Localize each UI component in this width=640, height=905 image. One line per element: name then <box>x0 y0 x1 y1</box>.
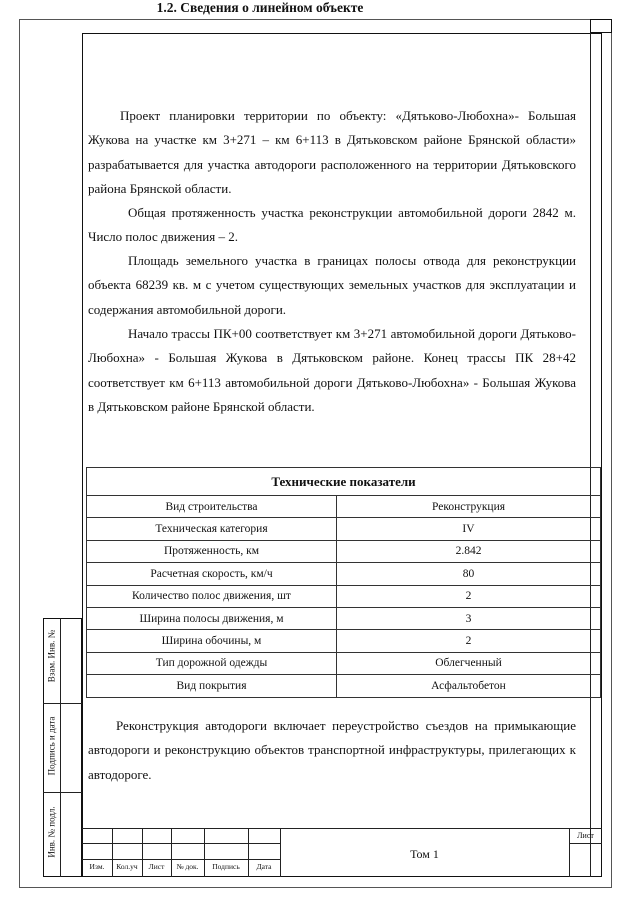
table-cell-value: 2 <box>337 630 601 652</box>
stamp-header-qty: Кол.уч <box>116 862 138 871</box>
table-cell-value: 3 <box>337 607 601 629</box>
closing-paragraph: Реконструкция автодороги включает переустройство съездов на примыкающие автодороги и реконструкцию объектов транспортной инфраструктуры, прилегающих к автодороге. <box>88 718 576 782</box>
side-strip-divider <box>60 618 61 877</box>
table-row <box>87 540 601 562</box>
table-cell-param: Протяженность, км <box>87 540 337 562</box>
stamp-top-line <box>82 828 602 829</box>
table-cell-value: Облегченный <box>337 652 601 674</box>
paragraph-3: Площадь земельного участка в границах полосы отвода для реконструкции объекта 68239 кв. м с учетом существующих земельных участков для эксплуатации и содержания автомобильной дороги. <box>88 253 576 317</box>
table-cell-value: Реконструкция <box>337 496 601 518</box>
table-row <box>87 518 601 540</box>
table-row <box>87 652 601 674</box>
table-cell-value: IV <box>337 518 601 540</box>
table-title: Технические показатели <box>87 468 601 496</box>
technical-indicators-table <box>86 467 601 698</box>
stamp-header-sheet: Лист <box>148 862 165 871</box>
table-cell-value: 2.842 <box>337 540 601 562</box>
stamp-header-doc: № док. <box>176 862 199 871</box>
table-row <box>87 607 601 629</box>
table-header-row <box>87 468 601 496</box>
table-row <box>87 585 601 607</box>
side-label-replace-inv: Взам. Инв. № <box>46 629 57 683</box>
table-cell-value: 2 <box>337 585 601 607</box>
table-row <box>87 563 601 585</box>
stamp-sheet-line <box>569 843 602 844</box>
paragraph-1: Проект планировки территории по объекту: «Дятьково-Любохна»- Большая Жукова на участке км 3+271 – км 6+113 в Дятьковском районе Брянской области» разрабатывается для участка автодороги расположенного на территории Дятьковского района Брянской области. <box>88 108 576 196</box>
volume-label: Том 1 <box>410 847 439 861</box>
stamp-header-date: Дата <box>256 862 272 871</box>
section-title: 1.2. Сведения о линейном объекте <box>156 0 364 15</box>
table-cell-param: Ширина обочины, м <box>87 630 337 652</box>
table-cell-param: Техническая категория <box>87 518 337 540</box>
table-cell-param: Тип дорожной одежды <box>87 652 337 674</box>
side-label-orig-inv: Инв. № подл. <box>46 806 57 858</box>
paragraph-4: Начало трассы ПК+00 соответствует км 3+271 автомобильной дороги Дятьково-Любохна» - Большая Жукова в Дятьковском районе. Конец трассы ПК 28+42 соответствует км 6+113 автомобильной дороги Дятьково-Любохна» - Большая Жукова в Дятьковском районе Брянской области. <box>88 326 576 414</box>
table-cell-value: 80 <box>337 563 601 585</box>
table-cell-param: Вид строительства <box>87 496 337 518</box>
corner-box <box>590 19 612 33</box>
table-cell-value: Асфальтобетон <box>337 675 601 697</box>
table-row <box>87 496 601 518</box>
table-cell-param: Вид покрытия <box>87 675 337 697</box>
table-cell-param: Расчетная скорость, км/ч <box>87 563 337 585</box>
table-row <box>87 630 601 652</box>
paragraph-2: Общая протяженность участка реконструкции автомобильной дороги 2842 м. Число полос движения – 2. <box>88 205 576 245</box>
stamp-header-change: Изм. <box>89 862 105 871</box>
table-cell-param: Ширина полосы движения, м <box>87 607 337 629</box>
right-strip-line <box>590 33 591 877</box>
sheet-label: Лист <box>577 831 594 840</box>
table-cell-param: Количество полос движения, шт <box>87 585 337 607</box>
table-row <box>87 675 601 697</box>
stamp-header-signature: Подпись <box>212 862 240 871</box>
side-label-signature-date: Подпись и дата <box>46 716 57 776</box>
